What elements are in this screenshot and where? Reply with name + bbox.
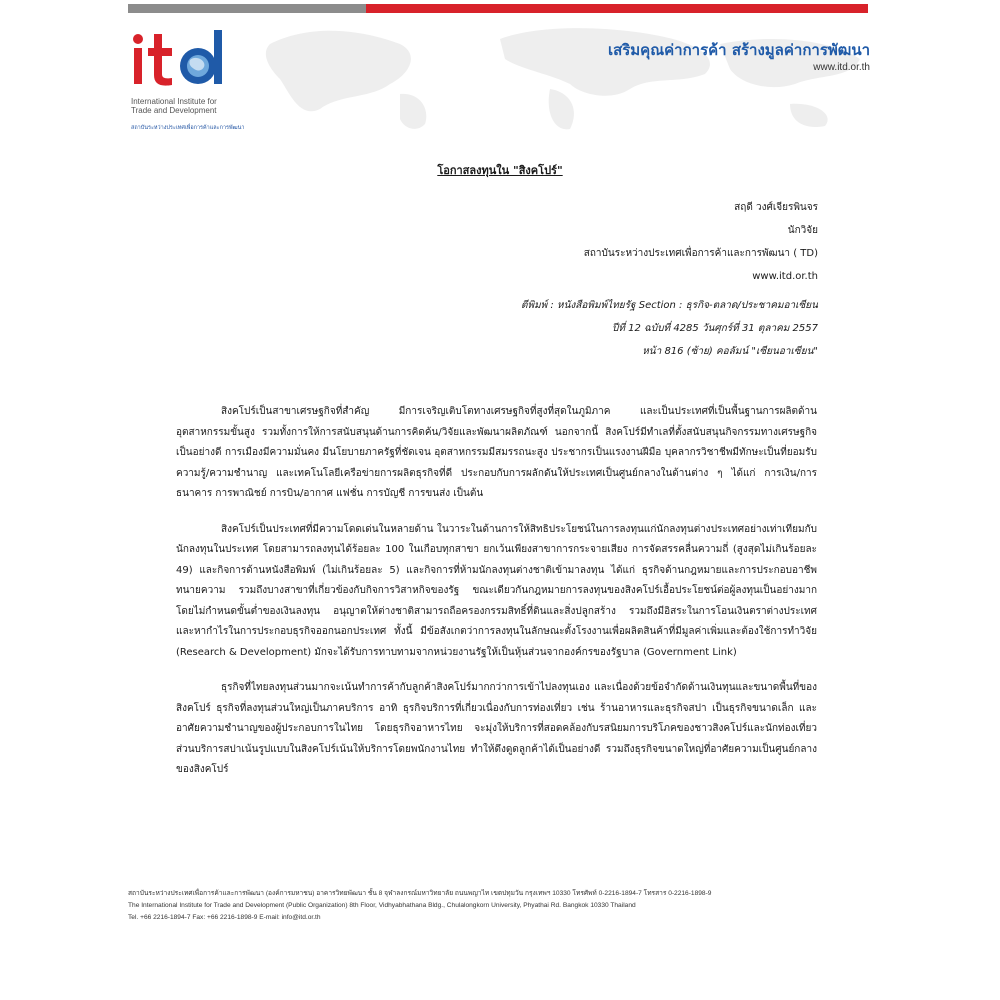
article-title: โอกาสลงทุนใน "สิงคโปร์" [437, 164, 563, 177]
header-gray-bar [128, 4, 366, 13]
itd-logo [128, 28, 258, 138]
header-slogan: เสริมคุณค่าการค้า สร้างมูลค่าการพัฒนา [607, 41, 870, 59]
institute-name-line2: Trade and Development [131, 106, 217, 115]
footer-contact: Tel. +66 2216-1894-7 Fax: +66 2216-1898-9 E-mail: info@itd.or.th [128, 914, 321, 921]
institute-name-line1: International Institute for [131, 97, 217, 106]
footer-address-en: The International Institute for Trade and Development (Public Organization) 8th Floor, Vidhyabhathana Bldg., Chulalongkorn University, Phyathai Rd. Bangkok 10330 Thailand [128, 902, 636, 909]
byline [584, 196, 818, 288]
institute-name-en [131, 97, 271, 115]
header-website: www.itd.or.th [813, 62, 870, 73]
paragraph-2: สิงคโปร์เป็นประเทศที่มีความโดดเด่นในหลายด้าน ในวาระในด้านการให้สิทธิประโยชน์ในการลงทุนแก่นักลงทุนต่างประเทศอย่างเท่าเทียมกับนักลงทุนในประเทศ โดยสามารถลงทุนได้ร้อยละ 100 ในเกือบทุกสาขา ยกเว้นเพียงสาขาการกระจายเสียง การจัดสรรคลื่นความถี่ (สูงสุดไม่เกินร้อยละ 49) และกิจการด้านหนังสือพิมพ์ (ไม่เกินร้อยละ 5) และกิจการที่ห้ามนักลงทุนต่างชาติเข้ามาลงทุน ได้แก่ ธุรกิจด้านกฎหมายและการประกอบอาชีพ ทนายความ รวมถึงบางสาขาที่เกี่ยวข้องกับกิจการวิสาหกิจของรัฐ ขณะเดียวกันกฎหมายการลงทุนของสิงคโปร์เอื้อประโยชน์ต่อผู้ลงทุนเป็นอย่างมาก โดยไม่กำหนดขั้นต่ำของเงินลงทุน อนุญาตให้ต่างชาติสามารถถือครองกรรมสิทธิ์ที่ดินและสิ่งปลูกสร้าง รวมถึงมีอิสระในการโอนเงินตราต่างประเทศ และหากำไรในการประกอบธุรกิจออกนอกประเทศ ทั้งนี้ มีข้อสังเกตว่าการลงทุนในลักษณะตั้งโรงงานเพื่อผลิตสินค้าที่มีมูลค่าเพิ่มและต้องใช้การทำวิจัย (Research & Development) มักจะได้รับการทาบทามจากหน่วยงานรัฐให้เป็นหุ้นส่วนจากองค์กรของรัฐบาล (Government Link) [176, 523, 817, 658]
world-map-watermark [250, 14, 870, 134]
author-position: นักวิจัย [787, 225, 818, 236]
header-red-bar [366, 4, 868, 13]
article-body [176, 402, 817, 796]
institute-tagline: สถาบันระหว่างประเทศเพื่อการค้าและการพัฒนา [131, 125, 245, 131]
source-line-1: ตีพิมพ์ : หนังสือพิมพ์ไทยรัฐ Section : ธุรกิจ-ตลาด/ประชาคมอาเซียน [520, 300, 818, 311]
footer [128, 888, 873, 924]
paragraph-3: ธุรกิจที่ไทยลงทุนส่วนมากจะเน้นทำการค้ากับลูกค้าสิงคโปร์มากกว่าการเข้าไปลงทุนเอง และเนื่องด้วยข้อจำกัดด้านเงินทุนและขนาดพื้นที่ของสิงคโปร์ ธุรกิจที่ลงทุนส่วนใหญ่เป็นภาคบริการ อาทิ ธุรกิจบริการที่เกี่ยวเนื่องกับการท่องเที่ยว เช่น ร้านอาหารและธุรกิจสปา เป็นธุรกิจขนาดเล็ก และอาศัยความชำนาญของผู้ประกอบการในไทย โดยธุรกิจอาหารไทย จะมุ่งให้บริการที่สอดคล้องกับรสนิยมการบริโภคของชาวสิงคโปร์และนักท่องเที่ยว ส่วนบริการสปาเน้นรูปแบบในสิงคโปร์เน้นให้บริการโดยพนักงานไทย ทำให้ดึงดูดลูกค้าได้เป็นอย่างดี รวมถึงธุรกิจขนาดใหญ่ที่อาศัยความเป็นศูนย์กลางของสิงคโปร์ [176, 682, 817, 775]
source-line-3: หน้า 816 (ซ้าย) คอลัมน์ "เซียนอาเซียน" [642, 346, 818, 357]
author-organization: สถาบันระหว่างประเทศเพื่อการค้าและการพัฒนา ( TD) [583, 248, 818, 259]
paragraph-1: สิงคโปร์เป็นสาขาเศรษฐกิจที่สำคัญ มีการเจริญเติบโตทางเศรษฐกิจที่สูงที่สุดในภูมิภาค และเป็นประเทศที่เป็นพื้นฐานการผลิตด้านอุตสาหกรรมขั้นสูง รวมทั้งการให้การสนับสนุนด้านการคิดค้น/วิจัยและพัฒนาผลิตภัณฑ์ นอกจากนี้ สิงคโปร์มีทำเลที่ตั้งสนับสนุนกิจกรรมทางเศรษฐกิจเป็นอย่างดี การเมืองมีความมั่นคง มีนโยบายภาครัฐที่ชัดเจน อุตสาหกรรมมีสมรรถนะสูง ประชากรเป็นแรงงานฝีมือ บุคลากรวิชาชีพมีทักษะเป็นที่ยอมรับ ความรู้/ความชำนาญ และเทคโนโลยีเครือข่ายการผลิตธุรกิจที่ดี ประกอบกับการผลักดันให้ประเทศเป็นศูนย์กลางในด้านต่าง ๆ ได้แก่ การเงิน/การธนาคาร การพาณิชย์ การบิน/อากาศ แฟชั่น การบัญชี การขนส่ง เป็นต้น [176, 406, 817, 499]
footer-address-th: สถาบันระหว่างประเทศเพื่อการค้าและการพัฒนา (องค์การมหาชน) อาคารวิทยพัฒนา ชั้น 8 จุฬาลงกรณ์มหาวิทยาลัย ถนนพญาไท เขตปทุมวัน กรุงเทพฯ 10330 โทรศัพท์ 0-2216-1894-7 โทรสาร 0-2216-1898-9 [128, 890, 712, 897]
publication-source [521, 294, 818, 363]
author-website: www.itd.or.th [752, 271, 818, 282]
author-name: สฤดี วงศ์เจียรพินจร [734, 202, 818, 213]
source-line-2: ปีที่ 12 ฉบับที่ 4285 วันศุกร์ที่ 31 ตุลาคม 2557 [612, 323, 818, 334]
